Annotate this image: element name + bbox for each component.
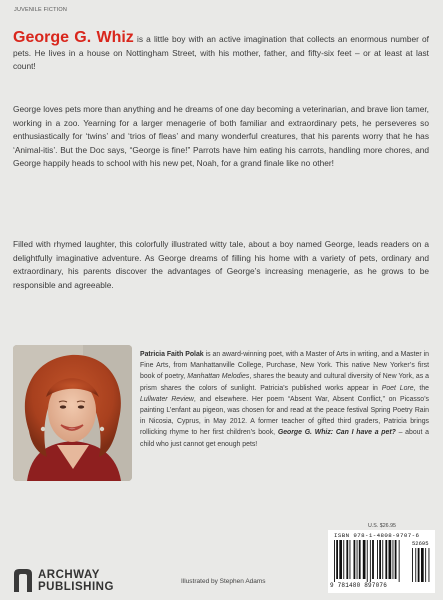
author-bio	[140, 349, 429, 450]
category-label: JUVENILE FICTION	[14, 7, 68, 13]
description-paragraph: George loves pets more than anything and he dreams of one day becoming a veterinarian, and brave lion tamer, working in a zoo. Yearning for a larger menagerie of both familiar and extraordinary pets, he perseveres so enthusiastically for ‘twins’ and ‘trios of fleas’ and many wonderful creatures, that his parents worry that he has ‘Animal-itis’. But the Doc says, “George is fine!” Parrots have him eating his carrots, handling more chores, and George happily heads to school with his new pet, Noah, for a grand finale like no other!	[13, 104, 429, 169]
price-label: U.S. $26.95	[368, 523, 396, 529]
bio-text: , the	[413, 384, 429, 392]
author-name: Patricia Faith Polak	[140, 351, 204, 358]
bio-publication: Lullwater Review	[140, 395, 194, 403]
bio-book-title-bold: George G. Whiz: Can I have a pet?	[277, 429, 396, 437]
bio-text: is an award-winning poet, with a Master of Arts in writing, and a Master in Fine Arts, from Manhattanville College, Purchase, New York. This native New Yorker’s first book of poetry,	[140, 351, 429, 381]
intro-paragraph	[13, 31, 429, 74]
archway-logo-icon	[12, 568, 34, 592]
bio-publication: Poet Lore	[381, 384, 414, 392]
barcode-addon-digits: 52695	[412, 540, 429, 547]
bio-book-title: Manhattan Melodies	[187, 373, 250, 381]
illustrator-credit: Illustrated by Stephen Adams	[181, 578, 266, 585]
barcode-digits: 9 781480 897076	[330, 582, 388, 589]
bio-text: – about a child who just cannot get enough pets!	[140, 429, 429, 448]
isbn-barcode	[328, 530, 435, 593]
isbn-number: ISBN 978-1-4808-9707-6	[334, 532, 420, 539]
author-photo-image	[13, 345, 132, 481]
bio-text: , shares the beauty and cultural diversity of New York, as a prism shares the colors of sunlight. Patricia’s published works appear in	[140, 373, 429, 392]
author-photo	[13, 345, 132, 481]
publisher-line-1: ARCHWAY	[38, 569, 100, 581]
book-title: George G. Whiz	[13, 29, 134, 46]
summary-paragraph: Filled with rhymed laughter, this colorfully illustrated witty tale, about a boy named George, leads readers on a delightfully imaginative adventure. As George dreams of filling his home with a variety of pets, ordinary and extraordinary, his parents discover the advantages of George’s increasing menagerie, as he grows to be responsible and agreeable.	[13, 239, 429, 290]
intro-text: is a little boy with an active imagination that collects an enormous number of pets. He lives in a house on Nottingham Street, with his mother, father, and fifty-six feet – or at least at last count!	[13, 34, 429, 72]
publisher-line-2: PUBLISHING	[38, 581, 114, 593]
publisher-name	[38, 569, 114, 593]
bio-text: , and elsewhere. Her poem “Absent War, Absent Conflict,” on Picasso’s painting L’enfant au pigeon, was chosen for and read at the peace festival Spring Poetry Rain in Nicosia, Cyprus, in May 2012. A former teacher of gifted third graders, Patricia brings rollicking rhyme to her first children’s book,	[140, 395, 429, 437]
